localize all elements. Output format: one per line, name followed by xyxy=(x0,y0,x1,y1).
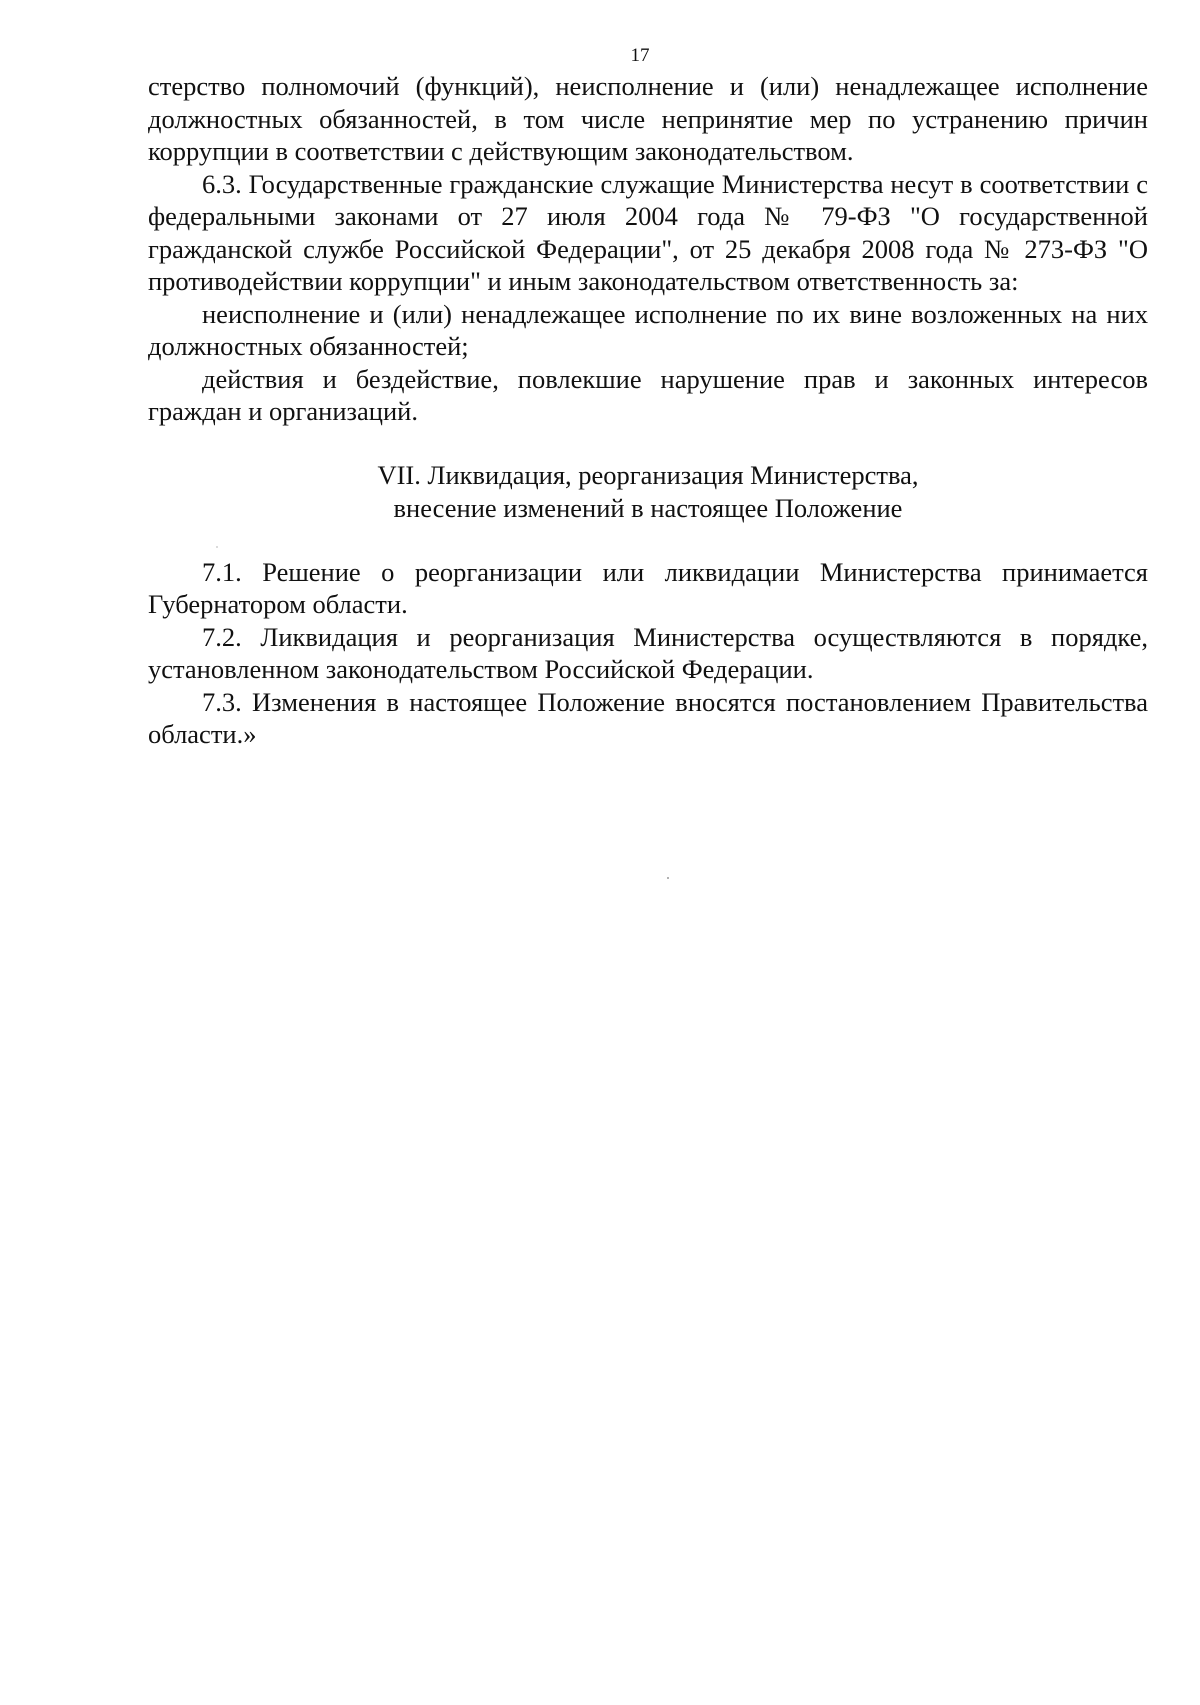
page-number: 17 xyxy=(630,45,650,66)
scan-speck xyxy=(216,546,218,548)
paragraph-7-2: 7.2. Ликвидация и реорганизация Министерства осуществляются в порядке, установленном законодательством Российской Федерации. xyxy=(148,621,1148,684)
document-body xyxy=(148,70,1148,751)
section-7-heading-line-2: внесение изменений в настоящее Положение xyxy=(393,492,903,523)
paragraph-6-3: 6.3. Государственные гражданские служащие Министерства несут в соответствии с федеральными законами от 27 июля 2004 года № 79-ФЗ "О государственной гражданской службе Российской Федерации", от 25 декабря 2008 года № 273-ФЗ "О противодействии коррупции" и иным законодательством ответственность за: xyxy=(148,168,1148,296)
paragraph-7-3: 7.3. Изменения в настоящее Положение вносятся постановлением Правительства области.» xyxy=(148,686,1148,749)
paragraph-6-3-item-2: действия и бездействие, повлекшие нарушение прав и законных интересов граждан и организаций. xyxy=(148,363,1148,426)
section-7-heading-line-1: VII. Ликвидация, реорганизация Министерства, xyxy=(377,459,919,490)
section-7-heading xyxy=(148,459,1148,525)
scan-speck xyxy=(667,877,669,879)
paragraph-7-1: 7.1. Решение о реорганизации или ликвидации Министерства принимается Губернатором области. xyxy=(148,556,1148,619)
paragraph-continuation: стерство полномочий (функций), неисполнение и (или) ненадлежащее исполнение должностных обязанностей, в том числе непринятие мер по устранению причин коррупции в соответствии с действующим законодательством. xyxy=(148,71,1148,166)
paragraph-6-3-item-1: неисполнение и (или) ненадлежащее исполнение по их вине возложенных на них должностных обязанностей; xyxy=(148,298,1148,361)
